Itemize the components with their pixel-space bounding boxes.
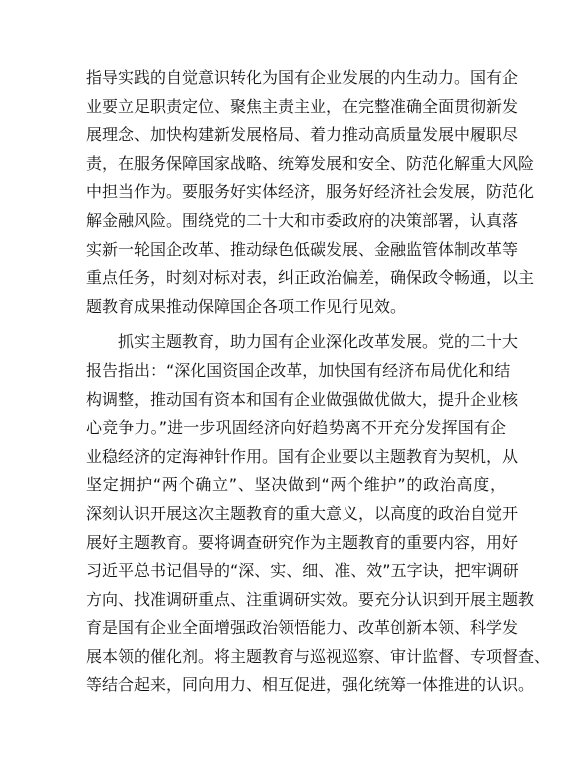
text-line: 展理念、加快构建新发展格局、着力推动高质量发展中履职尽 [86, 125, 519, 145]
text-line: 实新一轮国企改革、推动绿色低碳发展、金融监管体制改革等 [86, 239, 519, 259]
text-line: 解金融风险。围绕党的二十大和市委政府的决策部署，认真落 [86, 210, 519, 230]
text-line: 报告指出：“深化国资国企改革，加快国有经济布局优化和结 [86, 360, 511, 380]
text-line: 等结合起来，同向用力、相互促进，强化统筹一体推进的认识。 [86, 675, 535, 695]
text-line: 责，在服务保障国家战略、统筹发展和安全、防范化解重大风险 [86, 153, 535, 173]
text-line: 展好主题教育。要将调查研究作为主题教育的重要内容，用好 [86, 532, 519, 552]
text-line: 坚定拥护“两个确立”、坚决做到“两个维护”的政治高度， [86, 475, 506, 495]
text-line: 构调整，推动国有资本和国有企业做强做优做大，提升企业核 [86, 389, 519, 409]
text-line: 习近平总书记倡导的“深、实、细、准、效”五字诀，把牢调研 [86, 561, 519, 581]
text-line: 指导实践的自觉意识转化为国有企业发展的内生动力。国有企 [86, 68, 519, 87]
text-line: 心竞争力。”进一步巩固经济向好趋势离不开充分发挥国有企 [86, 418, 506, 438]
text-line: 展本领的催化剂。将主题教育与巡视巡察、审计监督、专项督查、 [86, 646, 551, 666]
text-line: 育是国有企业全面增强政治领悟能力、改革创新本领、科学发 [86, 618, 519, 638]
paragraph-1 [86, 64, 535, 321]
text-line: 业要立足职责定位、聚焦主责主业，在完整准确全面贯彻新发 [86, 96, 519, 116]
text-line: 深刻认识开展这次主题教育的重大意义，以高度的政治自觉开 [86, 503, 519, 523]
paragraph-2 [86, 328, 551, 700]
text-line: 题教育成果推动保障国企各项工作见行见效。 [86, 296, 407, 316]
text-line: 中担当作为。要服务好实体经济，服务好经济社会发展，防范化 [86, 182, 535, 202]
body-text [86, 64, 551, 700]
text-line: 重点任务，时刻对标对表，纠正政治偏差，确保政令畅通，以主 [86, 268, 535, 288]
text-line: 方向、找准调研重点、注重调研实效。要充分认识到开展主题教 [86, 589, 535, 609]
text-line: 业稳经济的定海神针作用。国有企业要以主题教育为契机，从 [86, 446, 519, 466]
text-line: 抓实主题教育，助力国有企业深化改革发展。党的二十大 [118, 332, 519, 352]
